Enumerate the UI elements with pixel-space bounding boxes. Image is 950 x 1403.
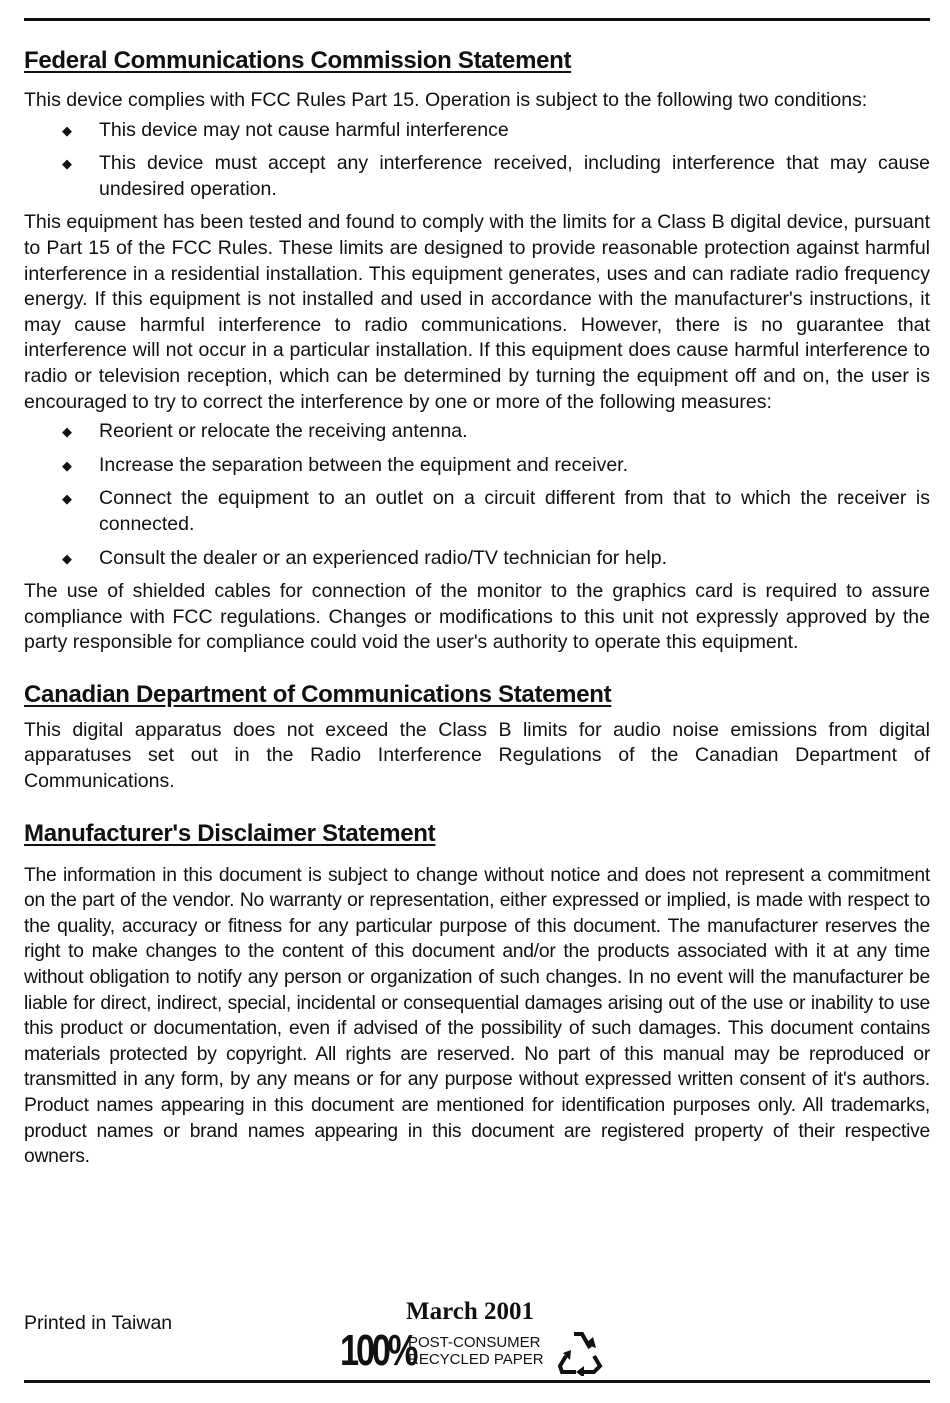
canadian-section bbox=[24, 678, 930, 795]
list-item-text: Reorient or relocate the receiving antenna. bbox=[99, 420, 468, 443]
bullet-icon: ◆ bbox=[62, 122, 72, 138]
fcc-conditions-list bbox=[24, 118, 930, 203]
document-page bbox=[24, 44, 930, 1170]
recycled-percent: 100% bbox=[340, 1326, 416, 1375]
recycle-icon bbox=[554, 1326, 606, 1376]
list-item bbox=[24, 486, 930, 537]
bullet-icon: ◆ bbox=[62, 424, 72, 440]
list-item bbox=[24, 118, 930, 144]
fcc-measures-list bbox=[24, 419, 930, 571]
disclaimer-body: The information in this document is subject to change without notice and does not represent a commitment on the part of the vendor. No warranty or representation, either expressed or implied, is made with respect to the quality, accuracy or fitness for any particular purpose of this document. The manufacturer reserves the right to make changes to the content of this document and/or the products associated with it at any time without obligation to notify any person or organization of such changes. In no event will the manufacturer be liable for direct, indirect, special, incidental or consequential damages arising out of the use or inability to use this product or documentation, even if advised of the possibility of such damages. This document contains materials protected by copyright. All rights are reserved. No part of this manual may be reproduced or transmitted in any form, by any means or for any purpose without expressed written consent of it's authors. Product names appearing in this document are mentioned for identification purposes only. All trademarks, product names or brand names appearing in this document are registered property of their respective owners. bbox=[24, 864, 930, 1168]
canadian-heading: Canadian Department of Communications Statement bbox=[24, 680, 612, 708]
disclaimer-heading: Manufacturer's Disclaimer Statement bbox=[24, 819, 436, 847]
fcc-heading: Federal Communications Commission Statement bbox=[24, 47, 572, 74]
print-date: March 2001 bbox=[406, 1298, 534, 1325]
bullet-icon: ◆ bbox=[62, 457, 72, 473]
bullet-icon: ◆ bbox=[62, 491, 72, 507]
list-item bbox=[24, 546, 930, 572]
list-item-text: Connect the equipment to an outlet on a circuit different from that to which the receiver is connected. bbox=[99, 487, 930, 535]
canadian-body: This digital apparatus does not exceed the Class B limits for audio noise emissions from digital apparatuses set out in the Radio Interference Regulations of the Canadian Department of Communications. bbox=[24, 718, 930, 793]
list-item bbox=[24, 453, 930, 479]
list-item-text: Consult the dealer or an experienced radio/TV technician for help. bbox=[99, 546, 668, 569]
bullet-icon: ◆ bbox=[62, 156, 72, 172]
recycled-line-1: POST-CONSUMER bbox=[408, 1334, 541, 1351]
fcc-section bbox=[24, 44, 930, 656]
spacer bbox=[24, 795, 930, 817]
printed-in-label: Printed in Taiwan bbox=[24, 1312, 173, 1334]
fcc-body: This equipment has been tested and found to comply with the limits for a Class B digital device, pursuant to Part 15 of the FCC Rules. These limits are designed to provide reasonable protection against harmful interference in a residential installation. This equipment generates, uses and can radiate radio frequency energy. If this equipment is not installed and used in accordance with the manufacturer's instructions, it may cause harmful interference to radio communications. However, there is no guarantee that interference will not occur in a particular installation. If this equipment does cause harmful interference to radio or television reception, which can be determined by turning the equipment off and on, the user is encouraged to try to correct the interference by one or more of the following measures: bbox=[24, 211, 930, 413]
recycled-text bbox=[408, 1334, 544, 1368]
bullet-icon: ◆ bbox=[62, 550, 72, 566]
fcc-intro: This device complies with FCC Rules Part 15. Operation is subject to the following two conditions: bbox=[24, 89, 868, 111]
spacer bbox=[24, 656, 930, 678]
list-item-text: Increase the separation between the equipment and receiver. bbox=[99, 453, 629, 476]
list-item-text: This device may not cause harmful interference bbox=[99, 118, 509, 141]
bottom-rule bbox=[24, 1380, 930, 1383]
recycled-line-2: RECYCLED PAPER bbox=[408, 1351, 544, 1368]
list-item-text: This device must accept any interference received, including interference that may cause undesired operation. bbox=[99, 152, 930, 200]
list-item bbox=[24, 419, 930, 445]
recycled-paper-logo bbox=[340, 1326, 606, 1376]
top-rule bbox=[24, 18, 930, 21]
list-item bbox=[24, 151, 930, 202]
fcc-closing: The use of shielded cables for connection of the monitor to the graphics card is required to assure compliance with FCC regulations. Changes or modifications to this unit not expressly approved by the party responsible for compliance could void the user's authority to operate this equipment. bbox=[24, 580, 930, 654]
disclaimer-section bbox=[24, 817, 930, 1170]
